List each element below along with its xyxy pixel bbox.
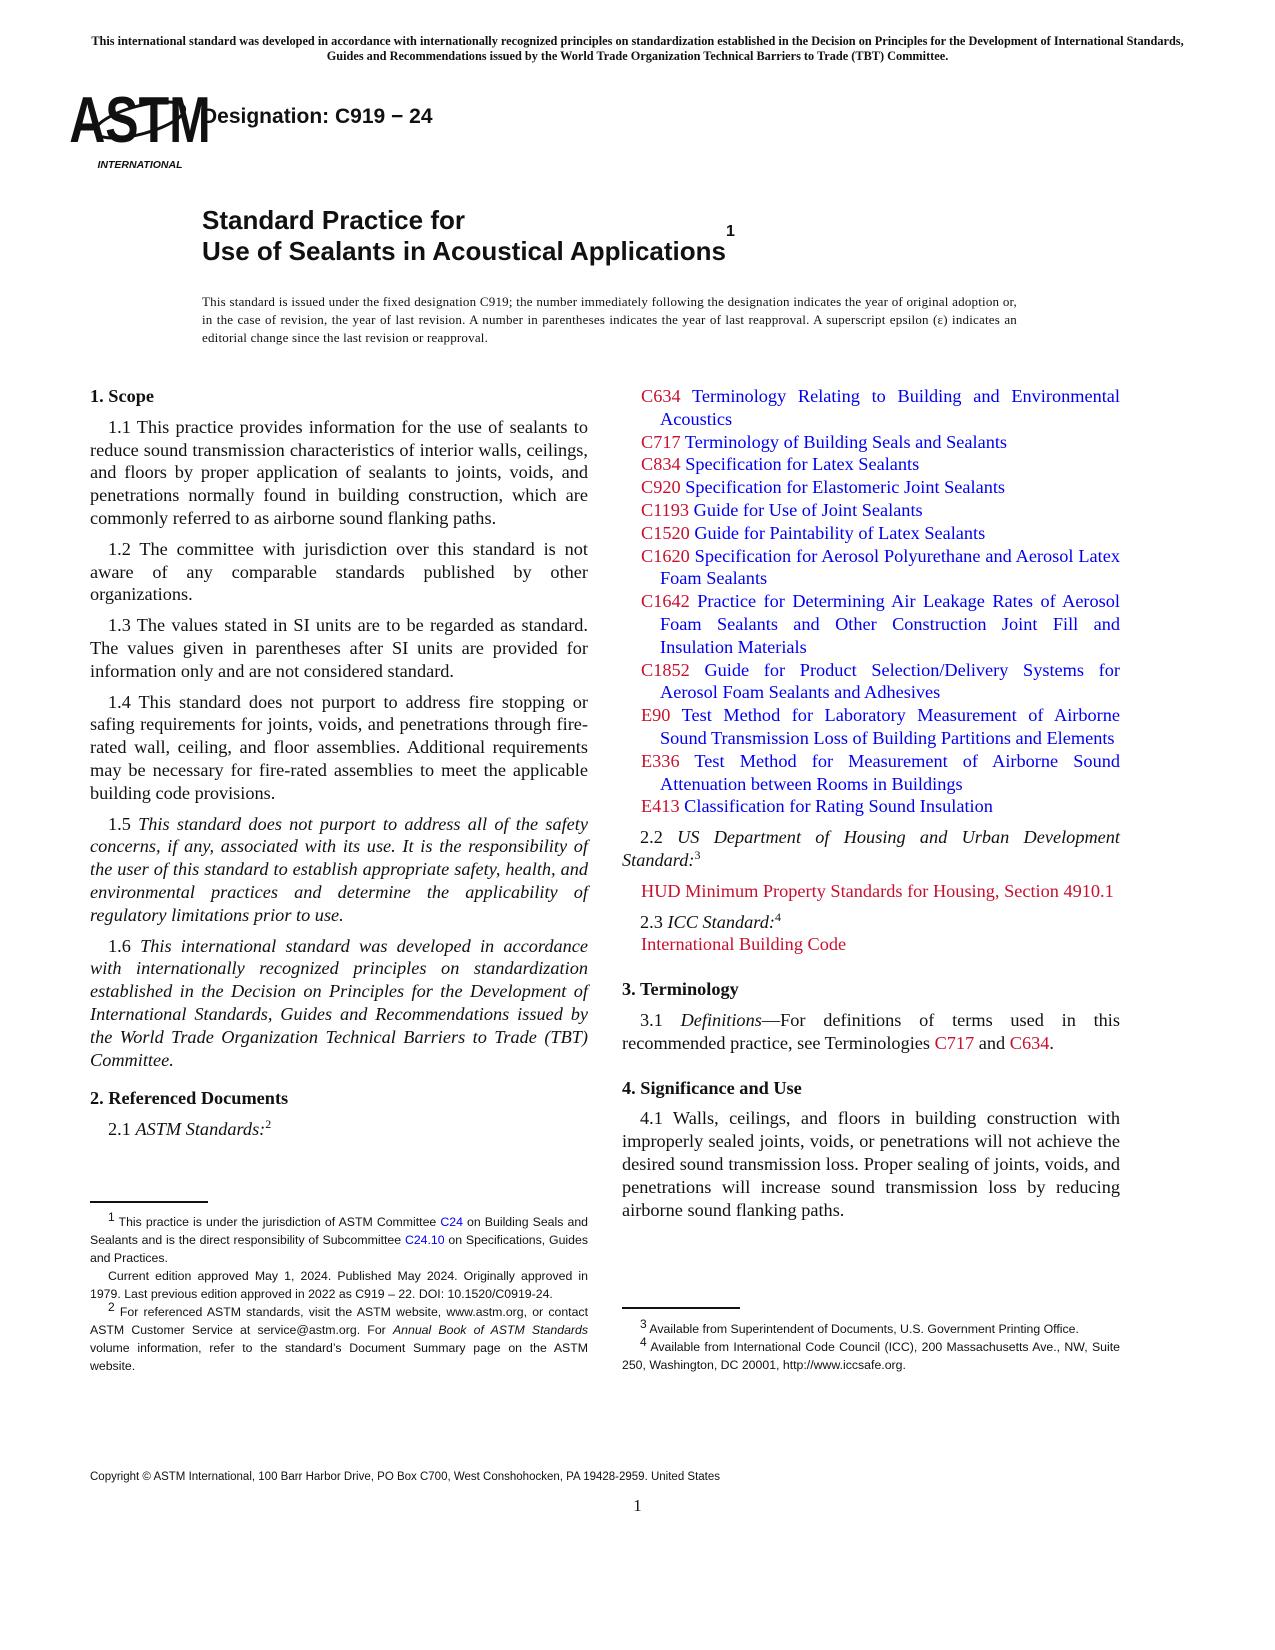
astm-reference-list	[622, 385, 1120, 818]
paragraph-text: and	[974, 1032, 1010, 1053]
c634-link[interactable]: C634	[1009, 1032, 1050, 1053]
paragraph-1-3: 1.3 The values stated in SI units are to be regarded as standard. The values given in parentheses after SI units are provided for information only and are not considered standard.	[90, 615, 588, 681]
reference-item[interactable]	[641, 476, 1120, 499]
section-heading-scope: 1. Scope	[90, 386, 154, 406]
paragraph-number: 3.1	[640, 1009, 663, 1030]
reference-item[interactable]	[641, 453, 1120, 476]
reference-title-link[interactable]: Specification for Elastomeric Joint Sealants	[685, 477, 1006, 498]
svg-text:ASTM: ASTM	[69, 84, 211, 157]
reference-title-link[interactable]: Guide for Product Selection/Delivery Systems for Aerosol Foam Sealants and Adhesives	[660, 659, 1120, 703]
document-title	[202, 205, 735, 267]
subcommittee-link[interactable]: C24.10	[404, 1233, 445, 1247]
section-heading-significance: 4. Significance and Use	[622, 1077, 802, 1098]
paragraph-text: This standard does not purport to address all of the safety concerns, if any, associated with its use. It is the responsibility of the user of this standard to establish appropriate safety, health, and environmental practices and determine the applicability of regulatory limitations prior to use.	[90, 813, 588, 925]
footnote-text: Available from International Code Council (ICC), 200 Massachusetts Ave., NW, Suite 250, Washington, DC 20001, http://www.iccsafe.org.	[622, 1340, 1120, 1372]
paragraph-3-1	[622, 1009, 1120, 1055]
footnote-text: For referenced ASTM standards, visit the ASTM website, www.astm.org, or contact ASTM Customer Service at service@astm.org. For	[90, 1305, 588, 1337]
footnotes-left	[90, 1209, 589, 1375]
footnote-4	[622, 1334, 1120, 1374]
copyright-notice: Copyright © ASTM International, 100 Barr Harbor Drive, PO Box C700, West Conshohocken, PA 19428-2959. United States	[90, 1471, 721, 1483]
footnote-marker: 4	[640, 1334, 647, 1349]
footnote-divider	[622, 1307, 740, 1309]
footnote-text: Available from Superintendent of Documents, U.S. Government Printing Office.	[646, 1322, 1079, 1336]
reference-title-link[interactable]: Terminology Relating to Building and Environmental Acoustics	[660, 386, 1121, 429]
paragraph-text: .	[1049, 1032, 1054, 1053]
reference-item[interactable]	[641, 545, 1120, 591]
reference-code-link[interactable]: C1193	[641, 499, 690, 520]
reference-item[interactable]	[641, 522, 1120, 545]
footnote-2	[90, 1299, 588, 1375]
section-heading-referenced-documents: 2. Referenced Documents	[90, 1088, 289, 1109]
icc-reference-link[interactable]: International Building Code	[641, 934, 847, 955]
footnote-text: on Building Seals and Sealants and is the direct responsibility of Subcommittee	[90, 1215, 589, 1247]
reference-code-link[interactable]: C834	[641, 454, 681, 475]
footnote-1	[90, 1209, 589, 1267]
paragraph-1-2: 1.2 The committee with jurisdiction over this standard is not aware of any comparable standards published by other organizations.	[90, 538, 588, 605]
paragraph-1-4: 1.4 This standard does not purport to address fire stopping or safing requirements for joints, voids, and penetrations through fire-rated wall, ceiling, and floor assemblies. Additional requirements may be necessary for fire-rated assemblies to meet the applicable building code provisions.	[90, 691, 588, 803]
reference-title-link[interactable]: Practice for Determining Air Leakage Rates of Aerosol Foam Sealants and Other Construction Joint Fill and Insulation Materials	[660, 591, 1120, 657]
footnote-text: This practice is under the jurisdiction of ASTM Committee	[114, 1215, 441, 1229]
paragraph-number: 1.6	[108, 935, 131, 956]
reference-code-link[interactable]: E336	[641, 750, 680, 771]
footnote-marker: 2	[108, 1299, 115, 1314]
paragraph-1-6	[90, 935, 588, 1072]
reference-item[interactable]	[641, 385, 1120, 431]
reference-item[interactable]	[641, 750, 1120, 796]
footnote-1-edition: Current edition approved May 1, 2024. Published May 2024. Originally approved in 1979. Last previous edition approved in 2022 as C919 – 22. DOI: 10.1520/C0919-24.	[90, 1269, 588, 1301]
c717-link[interactable]: C717	[934, 1032, 975, 1053]
subsection-label: ASTM Standards:	[135, 1119, 266, 1140]
paragraph-2-1	[90, 1118, 588, 1141]
footnote-divider	[90, 1201, 208, 1203]
reference-title-link[interactable]: Test Method for Laboratory Measurement of Airborne Sound Transmission Loss of Building Partitions and Elements	[660, 705, 1120, 748]
title-text: Use of Sealants in Acoustical Applications	[202, 236, 726, 266]
reference-title-link[interactable]: Guide for Use of Joint Sealants	[693, 499, 923, 520]
reference-code-link[interactable]: C634	[641, 386, 681, 406]
footnote-ref[interactable]: 2	[265, 1117, 272, 1132]
footnote-marker: 3	[640, 1316, 647, 1331]
svg-text:INTERNATIONAL: INTERNATIONAL	[97, 159, 183, 171]
reference-code-link[interactable]: E90	[641, 705, 671, 726]
footnote-text: volume information, refer to the standard’s Document Summary page on the ASTM website.	[90, 1341, 588, 1373]
reference-item[interactable]	[641, 590, 1120, 658]
paragraph-2-2	[622, 826, 1120, 872]
reference-title-link[interactable]: Guide for Paintability of Latex Sealants	[694, 522, 986, 543]
reference-title-link[interactable]: Specification for Latex Sealants	[685, 454, 920, 475]
subsection-label: ICC Standard:	[667, 911, 775, 932]
wto-notice: This international standard was developed in accordance with internationally recognized principles on standardization established in the Decision on Principles for the Development of International Standards, Guides and Recommendations issued by the World Trade Organization Technical Barriers to Trade (TBT) Committee.	[91, 34, 1184, 63]
right-column	[622, 385, 1120, 1229]
reference-item[interactable]	[641, 704, 1120, 750]
preamble: This standard is issued under the fixed designation C919; the number immediately following the designation indicates the year of original adoption or, in the case of revision, the year of last revision. A number in parentheses indicates the year of last reapproval. A superscript epsilon (ε) indicates an editorial change since the last revision or reapproval.	[202, 294, 1017, 345]
reference-code-link[interactable]: C717	[641, 431, 681, 452]
reference-code-link[interactable]: C1852	[641, 659, 690, 680]
footnote-ref[interactable]: 3	[694, 847, 701, 862]
footnote-marker: 1	[108, 1209, 115, 1224]
footnote-text: Annual Book of ASTM Standards	[392, 1323, 588, 1337]
footnote-text: on Specifications, Guides and Practices.	[90, 1233, 588, 1265]
title-line-1: Standard Practice for	[202, 205, 465, 235]
reference-title-link[interactable]: Specification for Aerosol Polyurethane and Aerosol Latex Foam Sealants	[660, 545, 1120, 589]
reference-title-link[interactable]: Classification for Rating Sound Insulation	[684, 796, 993, 817]
reference-title-link[interactable]: Test Method for Measurement of Airborne Sound Attenuation between Rooms in Buildings	[660, 750, 1120, 794]
reference-code-link[interactable]: E413	[641, 796, 680, 817]
paragraph-1-1: 1.1 This practice provides information for the use of sealants to reduce sound transmission characteristics of interior walls, ceilings, and floors by proper application of sealants to joints, voids, and penetrations normally found in building construction, which are commonly referred to as airborne sound flanking paths.	[90, 416, 588, 528]
section-heading-terminology: 3. Terminology	[622, 979, 739, 1000]
footnotes-right	[622, 1316, 1120, 1374]
subsection-label: US Department of Housing and Urban Development Standard:	[622, 827, 1120, 870]
title-line-2	[202, 223, 735, 267]
left-column	[90, 385, 588, 1149]
paragraph-text: —For definitions of terms used in this recommended practice, see Terminologies	[622, 1009, 1120, 1053]
subsection-label: Definitions	[680, 1009, 762, 1030]
paragraph-2-3	[622, 911, 1120, 934]
footnote-3	[622, 1316, 1120, 1338]
page-number: 1	[633, 1496, 642, 1515]
paragraph-number: 2.1	[108, 1119, 131, 1140]
paragraph-number: 2.2	[640, 827, 663, 848]
hud-reference-link[interactable]: HUD Minimum Property Standards for Housing, Section 4910.1	[641, 880, 1114, 901]
reference-code-link[interactable]: C920	[641, 477, 681, 498]
reference-code-link[interactable]: C1520	[641, 522, 690, 543]
reference-title-link[interactable]: Terminology of Building Seals and Sealants	[684, 431, 1008, 452]
reference-item[interactable]	[641, 431, 1120, 454]
paragraph-number: 1.5	[108, 813, 131, 834]
title-footnote-ref[interactable]: 1	[725, 223, 735, 240]
footnote-ref[interactable]: 4	[774, 909, 781, 924]
paragraph-4-1: 4.1 Walls, ceilings, and floors in building construction with improperly sealed joints, voids, or penetrations will not achieve the desired sound transmission loss. Proper sealing of joints, voids, and penetrations will increase sound transmission loss by reducing airborne sound flanking paths.	[622, 1108, 1120, 1220]
reference-item[interactable]	[641, 795, 1120, 818]
committee-link[interactable]: C24	[440, 1215, 463, 1229]
reference-code-link[interactable]: C1620	[641, 545, 690, 566]
paragraph-text: This international standard was developed in accordance with internationally recognized principles on standardization established in the Decision on Principles for the Development of International Standards, Guides and Recommendations issued by the World Trade Organization Technical Barriers to Trade (TBT) Committee.	[90, 935, 588, 1070]
reference-code-link[interactable]: C1642	[641, 591, 690, 612]
designation: Designation: C919 − 24	[202, 105, 433, 128]
paragraph-1-5	[90, 813, 588, 927]
paragraph-number: 2.3	[640, 911, 663, 932]
astm-logo	[69, 82, 211, 172]
reference-item[interactable]	[641, 659, 1120, 705]
reference-item[interactable]	[641, 499, 1120, 522]
